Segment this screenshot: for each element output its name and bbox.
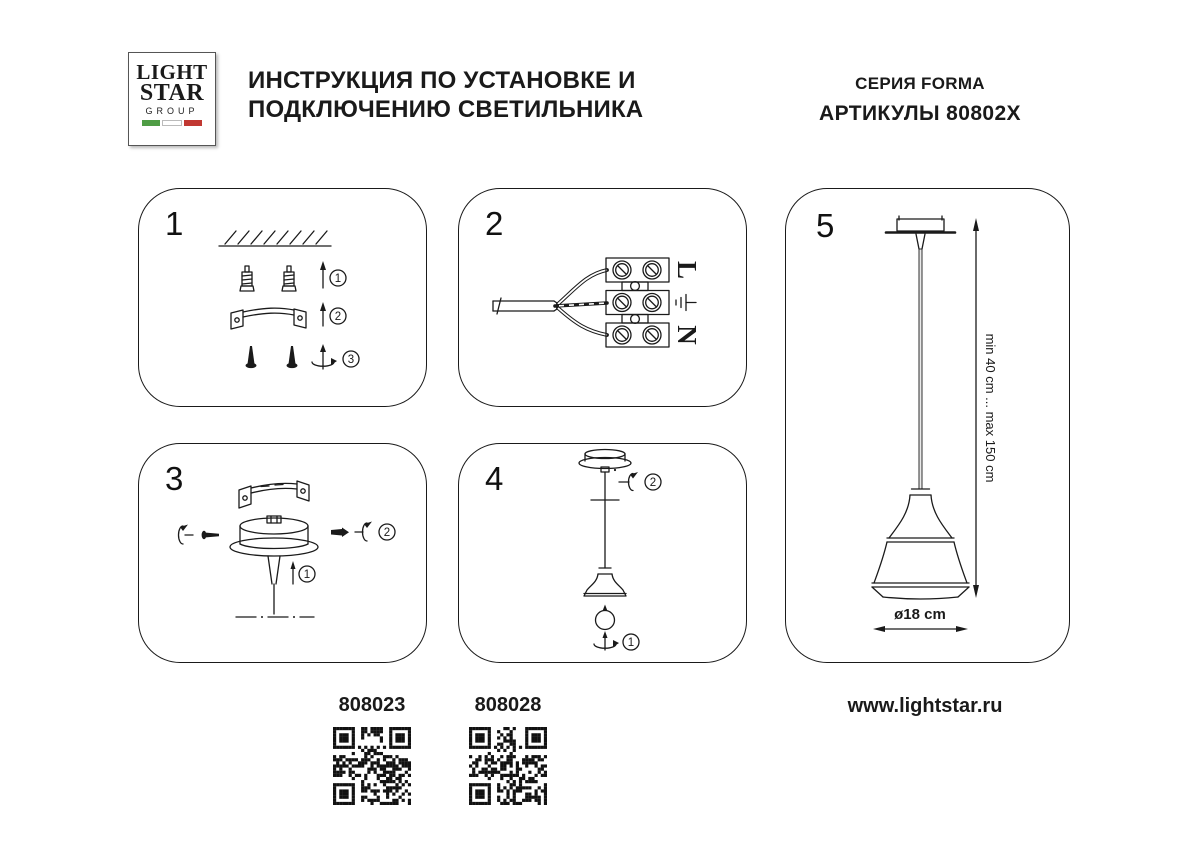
terminal-block-icon xyxy=(606,258,669,347)
page-title xyxy=(248,66,668,124)
canopy-icon xyxy=(579,450,631,473)
earth-ground-icon xyxy=(676,295,696,311)
screw-icon xyxy=(202,531,219,539)
screw-rotation-icon xyxy=(594,631,619,650)
svg-text:1: 1 xyxy=(334,273,342,285)
step-number-2: 2 xyxy=(485,205,504,242)
article-code-2: 808028 xyxy=(474,694,542,716)
logo-word-star: STAR xyxy=(139,80,205,106)
step-2-illustration xyxy=(459,189,746,406)
cord-icon xyxy=(919,249,922,489)
step-number-5: 5 xyxy=(816,207,835,244)
logo-word-light: LIGHT xyxy=(136,60,208,84)
step-panel-3 xyxy=(138,443,427,663)
ceiling-hatch-icon xyxy=(219,231,331,246)
step-number-4: 4 xyxy=(485,460,504,497)
live-label: L xyxy=(672,260,702,280)
step-3-illustration xyxy=(139,444,426,662)
wire-icons xyxy=(555,270,607,335)
svg-text:2: 2 xyxy=(649,477,657,489)
diameter-dimension-arrow xyxy=(873,626,968,632)
articles-label: АРТИКУЛЫ 80802X xyxy=(819,102,1021,125)
mounting-bracket-icon xyxy=(231,308,306,329)
website-label: www.lightstar.ru xyxy=(847,695,1003,717)
mounting-bracket-icon xyxy=(239,481,309,508)
wall-anchor-icon xyxy=(240,266,296,291)
rotate-arrow-icon xyxy=(355,522,372,542)
step-number-3: 3 xyxy=(165,460,184,497)
lamp-shade-icon xyxy=(584,568,626,596)
up-arrow-icon xyxy=(291,561,296,584)
callout-1 xyxy=(330,270,346,286)
svg-text:1: 1 xyxy=(627,637,635,649)
callout-2 xyxy=(645,474,661,490)
flag-white-segment xyxy=(162,120,182,126)
supply-cable-icon xyxy=(493,298,560,314)
diameter-label: ø18 cm xyxy=(894,606,946,623)
callout-1 xyxy=(299,566,315,582)
series-label: СЕРИЯ FORMA xyxy=(855,74,985,93)
step-number-1: 1 xyxy=(165,205,184,242)
step-4-illustration xyxy=(459,444,746,662)
qr-code-1 xyxy=(333,727,411,805)
svg-text:2: 2 xyxy=(334,311,342,323)
page-title-line1: ИНСТРУКЦИЯ ПО УСТАНОВКЕ И xyxy=(248,67,636,94)
light-bulb-icon xyxy=(596,605,615,630)
step-1-illustration xyxy=(139,189,426,406)
cord-icon xyxy=(591,472,619,568)
italian-flag-icon xyxy=(129,120,215,126)
svg-text:2: 2 xyxy=(383,527,391,539)
canopy-icon xyxy=(886,216,955,249)
height-dimension-arrow xyxy=(973,218,979,598)
step-panel-4 xyxy=(458,443,747,663)
callout-1 xyxy=(623,634,639,650)
article-code-1: 808023 xyxy=(338,694,406,716)
screw-icon xyxy=(246,346,298,368)
logo-word-group: GROUP xyxy=(145,106,199,116)
height-range-label: min 40 cm ... max 150 cm xyxy=(983,333,998,483)
callout-3 xyxy=(343,351,359,367)
qr-code-2 xyxy=(469,727,547,805)
rod-icon xyxy=(236,556,314,618)
svg-text:1: 1 xyxy=(303,569,311,581)
flag-green-segment xyxy=(142,120,160,126)
neutral-label: N xyxy=(672,325,702,345)
canopy-icon xyxy=(230,516,318,556)
rotate-arrow-icon xyxy=(179,525,194,545)
up-arrow-icon xyxy=(320,302,326,326)
lightstar-logo xyxy=(128,52,216,146)
rotate-arrow-icon xyxy=(619,472,638,491)
lamp-shade-icon xyxy=(872,489,969,599)
svg-text:3: 3 xyxy=(347,354,355,366)
screw-rotation-icon xyxy=(312,344,337,369)
step-5-illustration xyxy=(786,189,1069,662)
step-panel-5 xyxy=(785,188,1070,663)
callout-2 xyxy=(330,308,346,324)
page-title-line2: ПОДКЛЮЧЕНИЮ СВЕТИЛЬНИКА xyxy=(248,96,644,123)
step-panel-1 xyxy=(138,188,427,407)
flag-red-segment xyxy=(184,120,202,126)
screw-icon xyxy=(331,528,349,538)
up-arrow-icon xyxy=(320,261,326,288)
callout-2 xyxy=(379,524,395,540)
step-panel-2 xyxy=(458,188,747,407)
